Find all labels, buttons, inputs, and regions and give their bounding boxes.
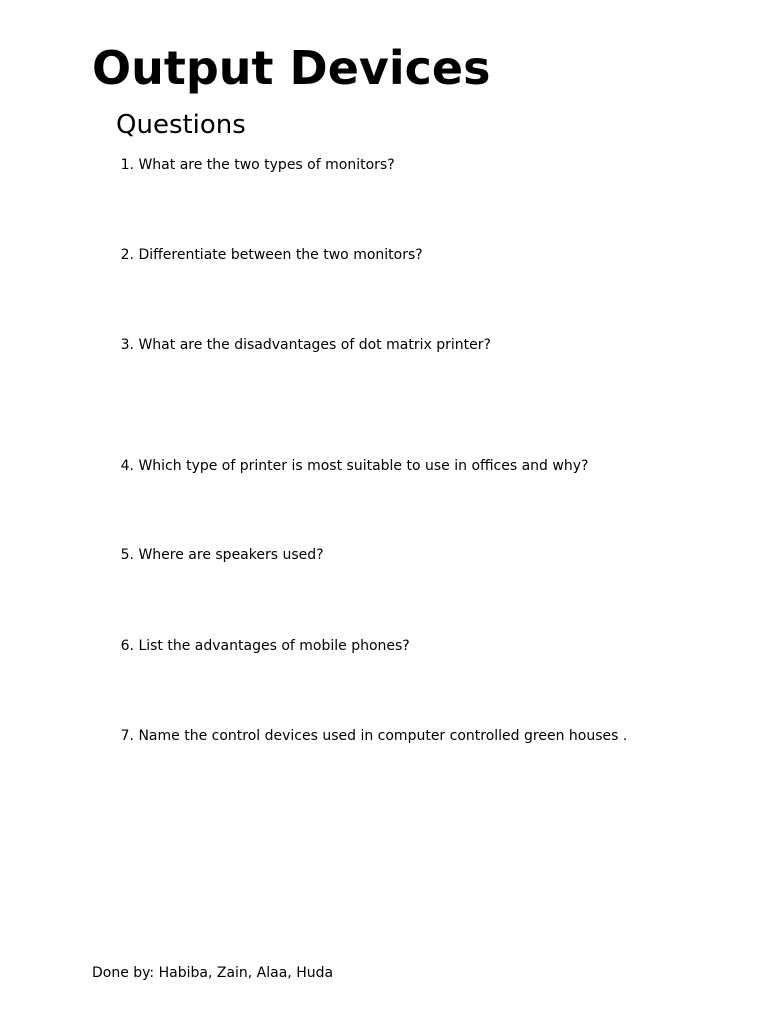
question-item (108, 636, 410, 656)
question-text: List the advantages of mobile phones? (138, 638, 410, 654)
question-number: 2. (120, 247, 134, 263)
credits-line: Done by: Habiba, Zain, Alaa, Huda (92, 965, 334, 981)
question-number: 6. (120, 638, 134, 654)
document-title: Output Devices (92, 41, 491, 95)
question-number: 7. (120, 728, 134, 744)
question-text: Which type of printer is most suitable to use in offices and why? (138, 458, 589, 474)
question-item (108, 726, 627, 746)
question-item (108, 335, 491, 355)
question-text: Name the control devices used in computer controlled green houses . (138, 728, 628, 744)
question-text: What are the two types of monitors? (138, 157, 395, 173)
question-text: Differentiate between the two monitors? (138, 247, 423, 263)
question-item (108, 155, 395, 175)
section-heading-questions: Questions (116, 110, 246, 140)
question-item (108, 545, 324, 565)
question-item (108, 456, 588, 476)
question-text: Where are speakers used? (138, 547, 324, 563)
question-number: 3. (120, 337, 134, 353)
question-number: 1. (120, 157, 134, 173)
question-number: 4. (120, 458, 134, 474)
question-number: 5. (120, 547, 134, 563)
question-item (108, 245, 423, 265)
question-text: What are the disadvantages of dot matrix printer? (138, 337, 491, 353)
